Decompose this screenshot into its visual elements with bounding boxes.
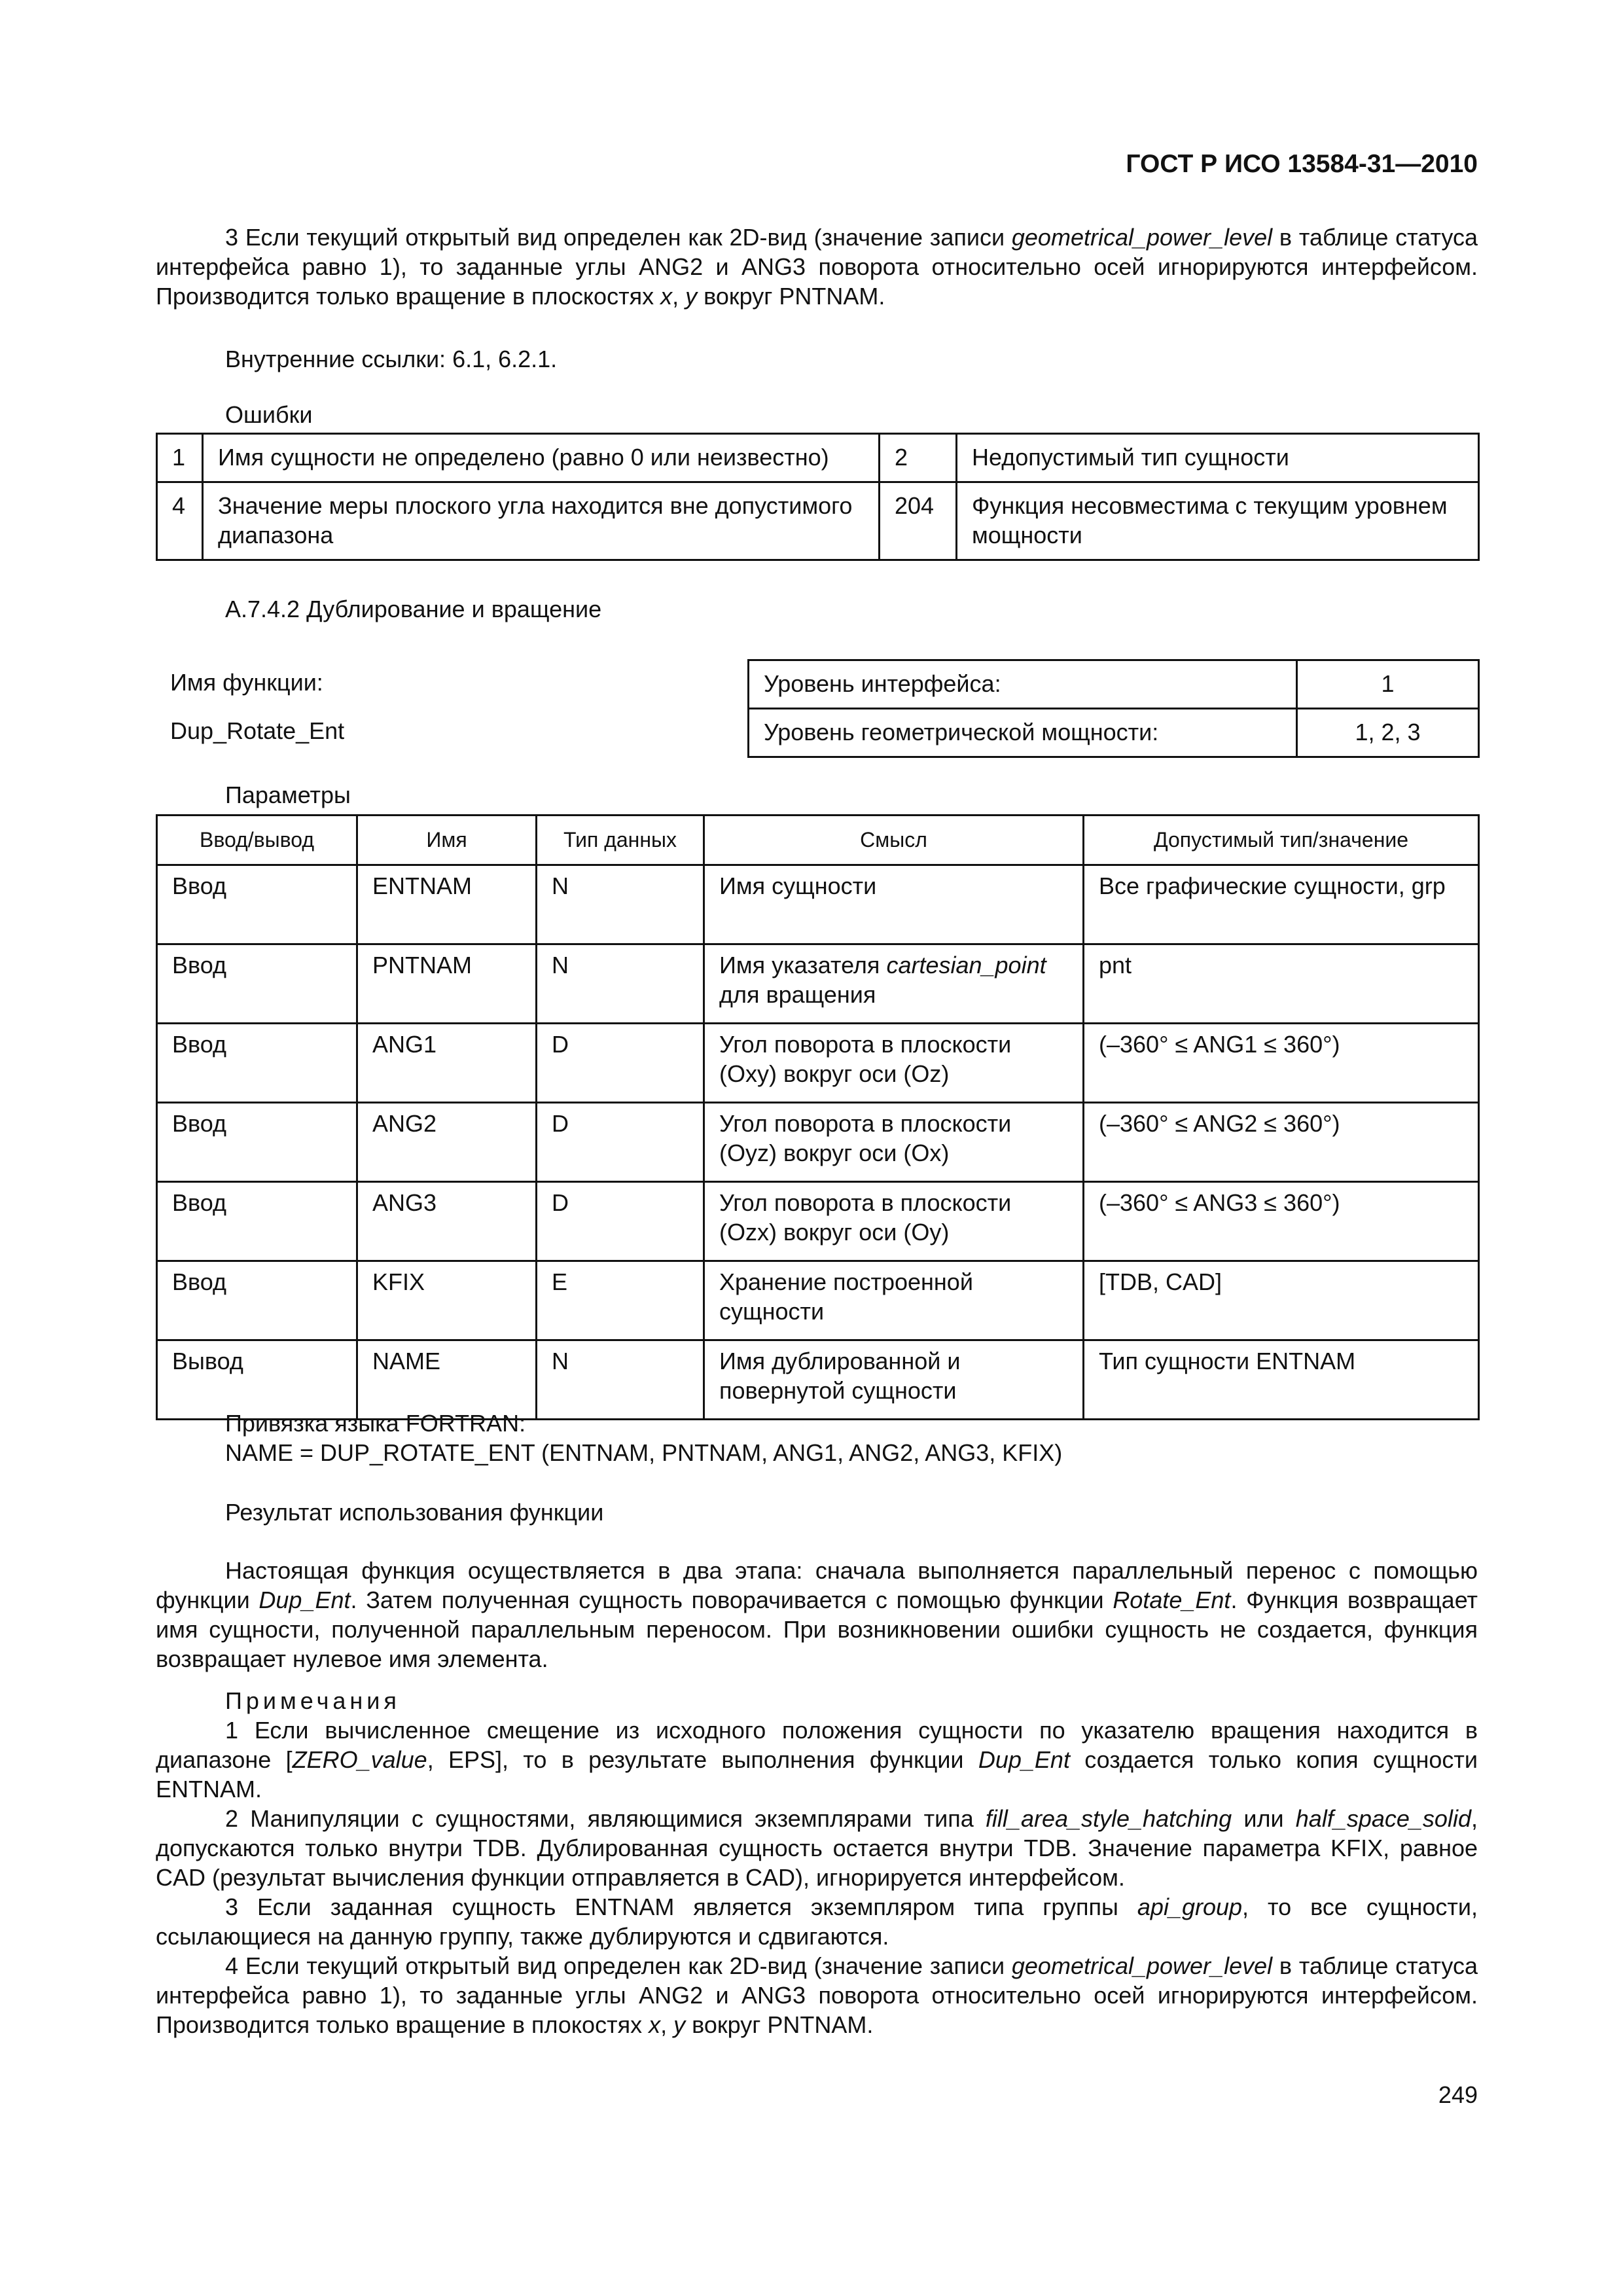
notes-list (156, 1715, 1478, 2039)
param-meaning: Угол поворота в плоскости (Oyz) вокруг оси (Ox) (704, 1103, 1084, 1182)
param-allowed: Все графические сущности, grp (1084, 865, 1479, 944)
column-header: Тип данных (537, 816, 704, 865)
note-item: 4 Если текущий открытый вид определен как 2D-вид (значение записи geometrical_power_level в таблице статуса интерфейса равно 1), то заданные углы ANG2 и ANG3 поворота относительно осей игнорируются интерфейсом. Производится только вращение в плокостях x, y вокруг PNTNAM. (156, 1952, 1478, 2038)
error-code: 2 (880, 434, 957, 482)
param-allowed: (–360° ≤ ANG1 ≤ 360°) (1084, 1024, 1479, 1103)
note-item: 3 Если заданная сущность ENTNAM является экземпляром типа группы api_group, то все сущности, ссылающиеся на данную группу, также дублируются и сдвигаются. (156, 1893, 1478, 1950)
description-paragraph: Настоящая функция осуществляется в два этапа: сначала выполняется параллельный перенос с помощью функции Dup_Ent. Затем полученная сущность поворачивается с помощью функции Rotate_Ent. Функция возвращает имя сущности, полученной параллельным переносом. При возникновении ошибки сущность не создается, функция возвращает нулевое имя элемента. (156, 1557, 1478, 1672)
function-name-label: Имя функции: (170, 669, 323, 696)
function-name: Dup_Rotate_Ent (170, 717, 345, 744)
param-name: KFIX (357, 1261, 537, 1340)
param-allowed: (–360° ≤ ANG3 ≤ 360°) (1084, 1182, 1479, 1261)
parameter-row (157, 1024, 1479, 1103)
column-header: Имя (357, 816, 537, 865)
parameter-row (157, 1182, 1479, 1261)
parameter-row (157, 944, 1479, 1024)
param-io: Ввод (157, 944, 357, 1024)
param-io: Ввод (157, 1182, 357, 1261)
internal-references: Внутренние ссылки: 6.1, 6.2.1. (225, 346, 558, 372)
parameter-row (157, 1340, 1479, 1420)
param-allowed: [TDB, CAD] (1084, 1261, 1479, 1340)
standard-header: ГОСТ Р ИСО 13584-31—2010 (1126, 150, 1478, 178)
error-code: 4 (157, 482, 203, 560)
param-allowed: (–360° ≤ ANG2 ≤ 360°) (1084, 1103, 1479, 1182)
note-item: 2 Манипуляции с сущностями, являющимися экземплярами типа fill_area_style_hatching или half_space_solid, допускаются только внутри TDB. Дублированная сущность остается внутри TDB. Значение параметра KFIX, равное CAD (результат вычисления функции отправляется в CAD), игнорируется интерфейсом. (156, 1805, 1478, 1891)
param-type: N (537, 1340, 704, 1420)
errors-title: Ошибки (225, 401, 313, 428)
notes-title: Примечания (225, 1687, 401, 1714)
error-text: Функция несовместима с текущим уровнем мощности (957, 482, 1479, 560)
column-header: Ввод/вывод (157, 816, 357, 865)
errors-table (156, 433, 1480, 561)
geometric-level-label: Уровень геометрической мощности: (749, 709, 1297, 757)
param-allowed: Тип сущности ENTNAM (1084, 1340, 1479, 1420)
param-type: D (537, 1103, 704, 1182)
error-text: Имя сущности не определено (равно 0 или неизвестно) (203, 434, 880, 482)
note-item: 1 Если вычисленное смещение из исходного положения сущности по указателю вращения находится в диапазоне [ZERO_value, EPS], то в результате выполнения функции Dup_Ent создается только копия сущности ENTNAM. (156, 1717, 1478, 1803)
param-type: N (537, 944, 704, 1024)
error-code: 1 (157, 434, 203, 482)
parameter-row (157, 865, 1479, 944)
param-name: ANG2 (357, 1103, 537, 1182)
error-code: 204 (880, 482, 957, 560)
parameters-title: Параметры (225, 781, 351, 808)
param-type: E (537, 1261, 704, 1340)
page-number: 249 (1438, 2081, 1478, 2108)
param-name: ENTNAM (357, 865, 537, 944)
param-io: Ввод (157, 865, 357, 944)
param-name: ANG3 (357, 1182, 537, 1261)
param-meaning: Имя указателя cartesian_point для вращения (704, 944, 1084, 1024)
param-io: Ввод (157, 1024, 357, 1103)
error-text: Недопустимый тип сущности (957, 434, 1479, 482)
geometric-level-value: 1, 2, 3 (1297, 709, 1479, 757)
param-io: Ввод (157, 1103, 357, 1182)
section-title: А.7.4.2 Дублирование и вращение (225, 596, 602, 622)
geometric-level-row (749, 709, 1479, 757)
parameters-table (156, 814, 1480, 1420)
document-page (156, 0, 1478, 2296)
result-title: Результат использования функции (225, 1499, 604, 1526)
interface-level-value: 1 (1297, 660, 1479, 709)
param-meaning: Имя сущности (704, 865, 1084, 944)
column-header: Допустимый тип/значение (1084, 816, 1479, 865)
param-type: N (537, 865, 704, 944)
parameter-row (157, 1261, 1479, 1340)
parameter-row (157, 1103, 1479, 1182)
param-meaning: Имя дублированной и повернутой сущности (704, 1340, 1084, 1420)
param-allowed: pnt (1084, 944, 1479, 1024)
interface-level-label: Уровень интерфейса: (749, 660, 1297, 709)
interface-level-row (749, 660, 1479, 709)
param-name: ANG1 (357, 1024, 537, 1103)
param-name: NAME (357, 1340, 537, 1420)
fortran-code: NAME = DUP_ROTATE_ENT (ENTNAM, PNTNAM, ANG1, ANG2, ANG3, KFIX) (225, 1439, 1063, 1466)
error-text: Значение меры плоского угла находится вне допустимого диапазона (203, 482, 880, 560)
level-table (747, 659, 1480, 758)
param-io: Вывод (157, 1340, 357, 1420)
param-io: Ввод (157, 1261, 357, 1340)
column-header: Смысл (704, 816, 1084, 865)
error-row (157, 482, 1479, 560)
param-meaning: Хранение построенной сущности (704, 1261, 1084, 1340)
param-name: PNTNAM (357, 944, 537, 1024)
parameters-header-row (157, 816, 1479, 865)
param-meaning: Угол поворота в плоскости (Oxy) вокруг оси (Oz) (704, 1024, 1084, 1103)
param-type: D (537, 1182, 704, 1261)
param-type: D (537, 1024, 704, 1103)
error-row (157, 434, 1479, 482)
fortran-label: Привязка языка FORTRAN: (225, 1410, 526, 1437)
param-meaning: Угол поворота в плоскости (Ozx) вокруг оси (Oy) (704, 1182, 1084, 1261)
note-3-top: 3 Если текущий открытый вид определен как 2D-вид (значение записи geometrical_power_level в таблице статуса интерфейса равно 1), то заданные углы ANG2 и ANG3 поворота относительно осей игнорируются интерфейсом. Производится только вращение в плоскостях x, y вокруг PNTNAM. (156, 224, 1478, 310)
